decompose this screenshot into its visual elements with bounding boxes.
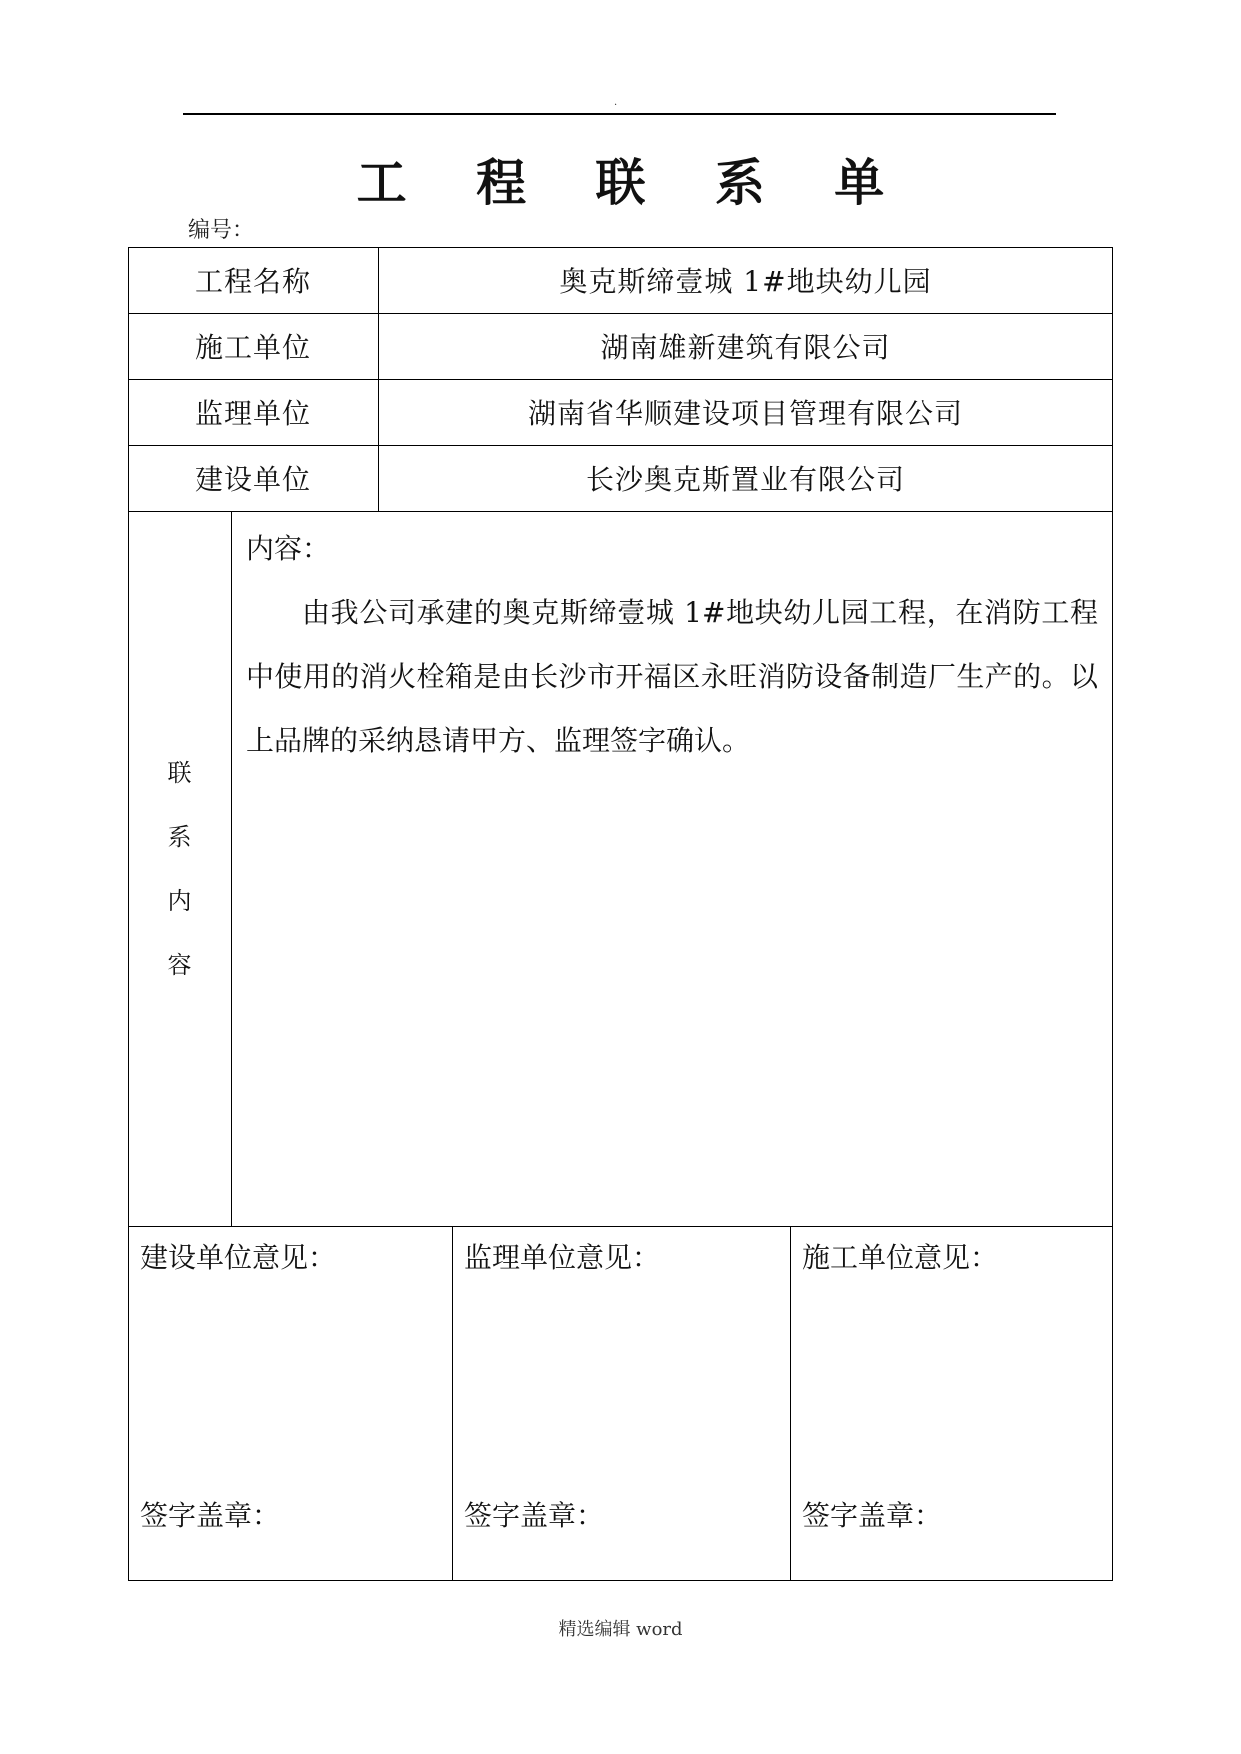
supervision-opinion-box xyxy=(452,1226,790,1581)
side-label-char: 联 xyxy=(167,758,192,787)
contact-content-side-label xyxy=(128,511,231,1226)
project-name-value: 奥克斯缔壹城 1#地块幼儿园 xyxy=(559,265,932,298)
construction-signature-label: 签字盖章： xyxy=(802,1499,943,1532)
content-body: 由我公司承建的奥克斯缔壹城 1#地块幼儿园工程，在消防工程中使用的消火栓箱是由长沙市开福区永旺消防设备制造厂生产的。以上品牌的采纳恳请甲方、监理签字确认。 xyxy=(246,596,1098,757)
owner-unit-label: 建设单位 xyxy=(194,463,311,496)
construction-opinion-title: 施工单位意见： xyxy=(802,1241,999,1274)
side-label-char: 容 xyxy=(167,950,192,979)
supervision-unit-value: 湖南省华顺建设项目管理有限公司 xyxy=(527,397,963,430)
document-title: 工 程 联 系 单 xyxy=(356,154,911,212)
project-name-label: 工程名称 xyxy=(194,265,311,298)
side-label-char: 系 xyxy=(167,822,192,851)
header-dot: . xyxy=(614,97,618,108)
content-title: 内容： xyxy=(246,532,331,565)
supervision-unit-label: 监理单位 xyxy=(194,397,311,430)
owner-signature-label: 签字盖章： xyxy=(140,1499,281,1532)
construction-unit-value: 湖南雄新建筑有限公司 xyxy=(600,331,891,364)
supervision-signature-label: 签字盖章： xyxy=(464,1499,605,1532)
owner-opinion-box xyxy=(128,1226,452,1581)
supervision-opinion-title: 监理单位意见： xyxy=(464,1241,661,1274)
construction-unit-label: 施工单位 xyxy=(194,331,311,364)
serial-number-label: 编号： xyxy=(188,218,255,243)
header-rule xyxy=(183,113,1056,115)
construction-opinion-box xyxy=(790,1226,1113,1581)
owner-opinion-title: 建设单位意见： xyxy=(140,1241,337,1274)
contact-content-area xyxy=(232,511,1112,1226)
contact-form-table xyxy=(128,247,1113,1581)
owner-unit-value: 长沙奥克斯置业有限公司 xyxy=(585,463,905,496)
side-label-char: 内 xyxy=(167,886,192,915)
page-footer: 精选编辑 word xyxy=(558,1619,683,1640)
